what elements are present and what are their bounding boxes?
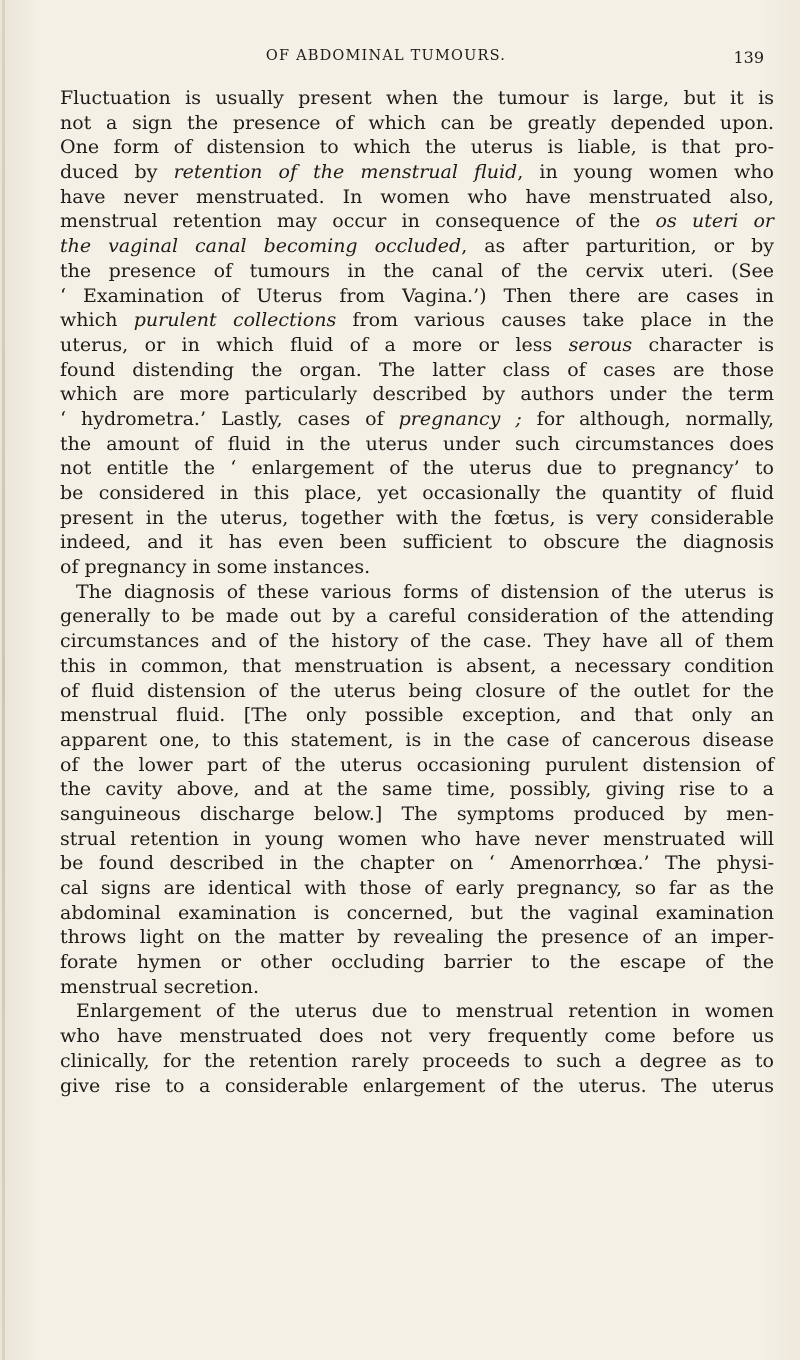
text-line: forate hymen or other occluding barrier to the escape of the xyxy=(60,951,774,974)
text-line: of pregnancy in some instances. xyxy=(60,556,371,579)
page-gutter-shadow xyxy=(2,0,5,1360)
text-line: give rise to a considerable enlargement of the uterus. The uterus xyxy=(60,1074,774,1097)
text-line: have never menstruated. In women who have menstruated also, xyxy=(60,185,774,208)
text-line: be considered in this place, yet occasionally the quantity of fluid xyxy=(60,482,774,504)
text-line: which are more particularly described by authors under the term xyxy=(60,383,774,406)
text-line: the cavity above, and at the same time, possibly, giving rise to a xyxy=(60,778,774,801)
text-line: not a sign the presence of which can be greatly depended upon. xyxy=(60,111,774,134)
text-line: sanguineous discharge below.] The symptoms produced by men- xyxy=(60,802,774,825)
page-header xyxy=(0,48,800,72)
text-line: of the lower part of the uterus occasioning purulent distension of xyxy=(60,753,774,776)
text-line: not entitle the ‘ enlargement of the uterus due to pregnancy’ to xyxy=(60,457,774,480)
text-line: clinically, for the retention rarely proceeds to such a degree as to xyxy=(60,1049,774,1072)
text-line: the amount of fluid in the uterus under such circumstances does xyxy=(60,432,774,455)
text-line: uterus, or in which fluid of a more or less serous character is xyxy=(60,333,775,356)
text-line: menstrual retention may occur in consequence of the os uteri or xyxy=(60,210,774,233)
text-line: The diagnosis of these various forms of distension of the uterus is xyxy=(76,580,774,603)
text-line: throws light on the matter by revealing the presence of an imper- xyxy=(60,926,774,949)
page-number: 139 xyxy=(733,48,764,67)
text-line: ‘ hydrometra.’ Lastly, cases of pregnancy ; for although, normally, xyxy=(60,407,774,430)
text-line: present in the uterus, together with the fœtus, is very considerable xyxy=(60,506,774,529)
text-line: duced by retention of the menstrual fluid, in young women who xyxy=(60,161,774,184)
text-line: cal signs are identical with those of early pregnancy, so far as the xyxy=(60,877,774,899)
text-line: generally to be made out by a careful consideration of the attending xyxy=(60,605,774,628)
text-line: of fluid distension of the uterus being closure of the outlet for the xyxy=(60,679,774,702)
text-line: who have menstruated does not very frequently come before us xyxy=(60,1025,774,1048)
running-head: OF ABDOMINAL TUMOURS. xyxy=(265,48,507,64)
text-line: which purulent collections from various causes take place in the xyxy=(60,309,775,332)
text-line: menstrual secretion. xyxy=(60,975,260,998)
text-line: indeed, and it has even been sufficient to obscure the diagnosis xyxy=(60,531,774,554)
text-line: One form of distension to which the uterus is liable, is that pro- xyxy=(60,136,774,159)
text-line: menstrual fluid. [The only possible exception, and that only an xyxy=(60,704,774,727)
text-line: be found described in the chapter on ‘ Amenorrhœa.’ The physi- xyxy=(60,852,774,875)
text-line: abdominal examination is concerned, but the vaginal examination xyxy=(60,901,774,924)
text-line: Fluctuation is usually present when the tumour is large, but it is xyxy=(60,87,774,109)
text-line: this in common, that menstruation is absent, a necessary condition xyxy=(60,654,774,677)
text-line: apparent one, to this statement, is in the case of cancerous disease xyxy=(60,728,774,751)
text-line: the vaginal canal becoming occluded, as after parturition, or by xyxy=(60,235,774,258)
text-line: ‘ Examination of Uterus from Vagina.’) Then there are cases in xyxy=(60,284,774,307)
text-line: circumstances and of the history of the case. They have all of them xyxy=(60,630,774,653)
body-text xyxy=(60,86,774,1098)
text-line: found distending the organ. The latter class of cases are those xyxy=(60,358,774,381)
text-line: the presence of tumours in the canal of the cervix uteri. (See xyxy=(60,259,774,282)
text-line: strual retention in young women who have never menstruated will xyxy=(60,827,774,850)
text-line: Enlargement of the uterus due to menstrual retention in women xyxy=(76,1000,774,1023)
